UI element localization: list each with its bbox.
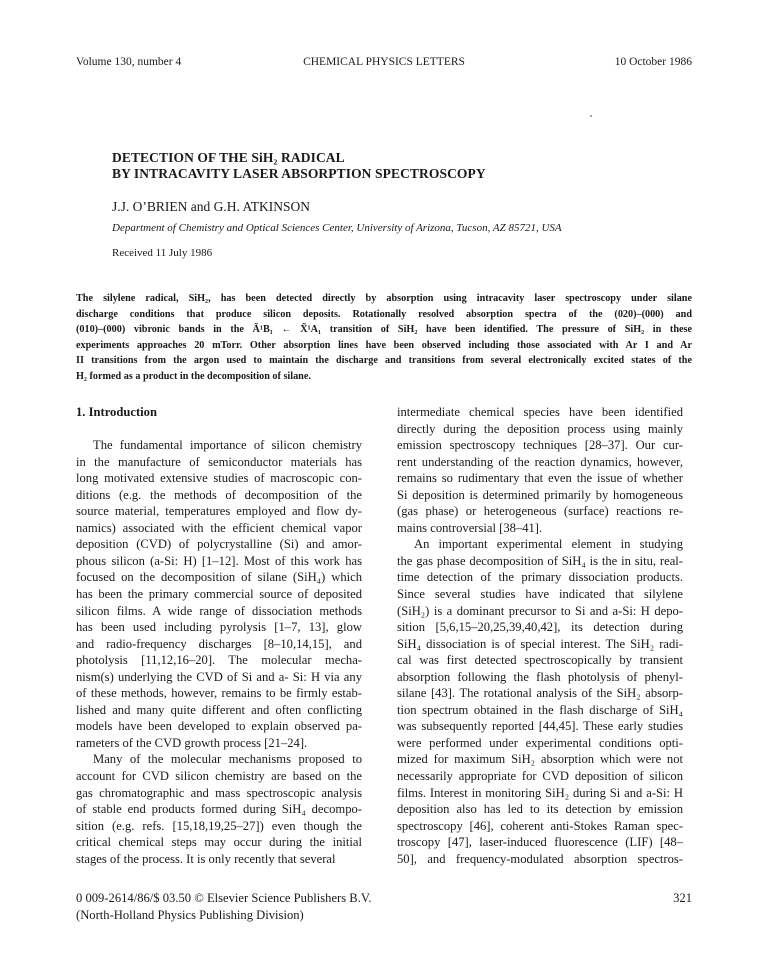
page-number: 321: [673, 891, 692, 905]
abstract-line: The silylene radical, SiH₂, has been detected directly by absorption using intracavity laser spectroscopy under silane: [76, 293, 692, 304]
text-line: silane [43]. The rotational analysis of the SiH₂ absorp-: [397, 686, 683, 701]
title-line-1: DETECTION OF THE SiH₂ RADICAL: [112, 150, 345, 165]
text-line: of stable end products formed during SiH₄ decompo-: [76, 802, 362, 817]
text-line: account for CVD silicon chemistry are based on the: [76, 769, 362, 784]
received-date: Received 11 July 1986: [112, 247, 213, 259]
text-line: models have been developed to explain observed pa-: [76, 719, 362, 734]
text-line: cal was first detected spectroscopically by transient: [397, 653, 683, 668]
text-line: troscopy [47], laser-induced fluorescence (LIF) [48–: [397, 835, 683, 850]
abstract-line: experiments approaches 20 mTorr. Other absorption lines have been observed including those associated with Ar I and Ar: [76, 339, 692, 351]
section-heading: 1. Introduction: [76, 405, 157, 419]
abstract-line: (010)–(000) vibronic bands in the Ã¹B₁ ← X̃¹A₁ transition of SiH₂ have been identified. The pressure of SiH₂ in these: [76, 324, 692, 336]
text-line: and radio-frequency discharges [8–10,14,15], and: [76, 636, 362, 651]
copyright-line: 0 009-2614/86/$ 03.50 © Elsevier Science Publishers B.V.: [76, 891, 372, 905]
text-line: photolysis [11,12,16–20]. The molecular mecha-: [76, 653, 362, 668]
text-line: were performed under experimental conditions opti-: [397, 735, 683, 750]
text-line: the gas phase decomposition of SiH₄ is the in situ, real-: [397, 553, 683, 568]
text-line: Si deposition is determined primarily by homogeneous: [397, 487, 683, 502]
text-line: silicon films. A wide range of dissociation methods: [76, 603, 362, 618]
text-line: films. Interest in monitoring SiH₂ during Si and a-Si: H: [397, 785, 683, 800]
text-line: An important experimental element in studying: [414, 537, 683, 552]
text-line: sition (e.g. refs. [15,18,19,25–27]) even though the: [76, 818, 362, 833]
text-line: rent understanding of the reaction dynamics, however,: [397, 454, 683, 469]
text-line: 50], and frequency-modulated absorption spectros-: [397, 851, 683, 866]
text-line: spectroscopy [46], coherent anti-Stokes Raman spec-: [397, 818, 683, 833]
text-line: Since several studies have indicated that silylene: [397, 587, 683, 602]
text-line: source material, temperatures employed and flow dy-: [76, 504, 362, 519]
text-line: emission spectroscopy techniques [28–37]. Our cur-: [397, 438, 683, 453]
text-line: Many of the molecular mechanisms proposed to: [93, 752, 362, 767]
abstract-line: II transitions from the argon used to maintain the discharge and transitions from several electronically excited states of the: [76, 355, 692, 367]
running-header: [76, 56, 692, 74]
abstract: [76, 291, 692, 385]
text-line: SiH₄ dissociation is of special interest. The SiH₂ radi-: [397, 636, 683, 651]
text-line: necessarily appropriate for CVD deposition of silicon: [397, 769, 683, 784]
text-line: remains so rudimentary that even the issue of whether: [397, 471, 683, 486]
text-line: ditions (e.g. the methods of decomposition of the: [76, 487, 362, 502]
article-title: [112, 150, 672, 182]
text-line: long motivated extensive studies of macroscopic con-: [76, 471, 362, 486]
text-line: namics) associated with the efficient chemical vapor: [76, 520, 362, 535]
issue-date: 10 October 1986: [614, 56, 692, 68]
scan-speck: [590, 115, 592, 117]
text-line: has been the primary commercial source of deposited: [76, 587, 362, 602]
right-column: [397, 404, 683, 867]
abstract-line: H₂ formed as a product in the decomposition of silane.: [76, 370, 311, 382]
authors: J.J. O’BRIEN and G.H. ATKINSON: [112, 199, 310, 214]
title-line-2: BY INTRACAVITY LASER ABSORPTION SPECTROSCOPY: [112, 166, 486, 181]
abstract-line: discharge conditions that produce silicon deposits. Rotationally resolved absorption spectra of the (020)–(000) and: [76, 308, 692, 320]
text-line: focused on the decomposition of silane (SiH₄) which: [76, 570, 362, 585]
text-line: deposition (CVD) of polycrystalline (Si) and amor-: [76, 537, 362, 552]
text-line: in the manufacture of semiconductor materials has: [76, 454, 362, 469]
volume-info: Volume 130, number 4: [76, 56, 182, 68]
text-line: mized for maximum SiH₂ absorption which were not: [397, 752, 683, 767]
left-column: [76, 404, 362, 867]
text-line: absorption following the flash photolysis of phenyl-: [397, 669, 683, 684]
text-line: of these methods, however, remains to be firmly estab-: [76, 686, 362, 701]
text-line: critical chemical steps may occur during the initial: [76, 835, 362, 850]
text-line: deposition also has led to its detection by emission: [397, 802, 683, 817]
affiliation: Department of Chemistry and Optical Sciences Center, University of Arizona, Tucson, AZ 85721, USA: [112, 222, 562, 234]
publisher-division: (North-Holland Physics Publishing Division): [76, 908, 304, 922]
text-line: rameters of the CVD growth process [21–24].: [76, 735, 308, 750]
text-line: (SiH₂) is a dominant precursor to Si and a-Si: H depo-: [397, 603, 683, 618]
journal-name: CHEMICAL PHYSICS LETTERS: [303, 56, 465, 68]
text-line: stages of the process. It is only recently that several: [76, 851, 336, 866]
text-line: has been used including pyrolysis [1–7, 13], glow: [76, 620, 362, 635]
text-line: was subsequently reported [44,45]. These early studies: [397, 719, 683, 734]
text-line: directly during the deposition process using mainly: [397, 421, 683, 436]
text-line: The fundamental importance of silicon chemistry: [93, 438, 362, 453]
text-line: gas chromatographic and mass spectroscopic analysis: [76, 785, 362, 800]
text-line: lished and many quite different and often conflicting: [76, 702, 362, 717]
text-line: intermediate chemical species have been identified: [397, 405, 683, 419]
text-line: mains controversial [38–41].: [397, 520, 543, 535]
text-line: (gas phase) or heterogeneous (surface) reactions re-: [397, 504, 683, 519]
text-line: sition [5,6,15–20,25,39,40,42], its detection during: [397, 620, 683, 635]
text-line: time detection of the primary dissociation products.: [397, 570, 683, 585]
text-line: tion spectrum obtained in the flash discharge of SiH₄: [397, 702, 683, 717]
text-line: nism(s) underlying the CVD of Si and a- Si: H via any: [76, 669, 362, 684]
text-line: phous silicon (a-Si: H) [1–12]. Most of this work has: [76, 553, 362, 568]
